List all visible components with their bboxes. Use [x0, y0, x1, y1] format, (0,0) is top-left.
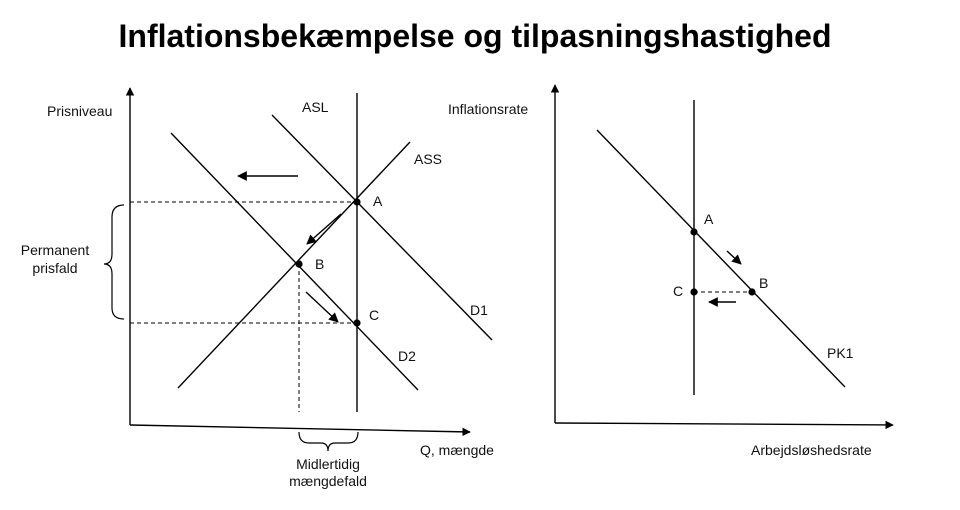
right-y-axis-label: Inflationsrate — [448, 101, 529, 117]
b-to-c-arrow — [306, 292, 338, 322]
right-point-a-dot — [690, 228, 697, 235]
d1-line — [272, 115, 492, 340]
pk1-line — [597, 130, 845, 387]
brace-left-line2: prisfald — [32, 260, 78, 276]
brace-left-line1: Permanent — [20, 242, 90, 258]
point-b-dot — [295, 260, 302, 267]
point-a-label: A — [373, 193, 383, 209]
d2-line — [171, 133, 418, 390]
left-x-axis-label: Q, mængde — [420, 442, 494, 458]
ass-line — [178, 142, 410, 388]
point-c-dot — [353, 319, 360, 326]
right-x-axis-label: Arbejdsløshedsrate — [751, 442, 872, 458]
d2-label: D2 — [398, 348, 416, 364]
point-b-label: B — [315, 256, 325, 272]
left-chart — [21, 88, 494, 489]
right-point-c-dot — [690, 288, 697, 295]
brace-bottom-line2: mængdefald — [289, 473, 367, 489]
right-point-b-label: B — [759, 275, 769, 291]
a-to-b-arrow-right — [727, 251, 741, 264]
permanent-brace — [104, 205, 124, 319]
asl-label: ASL — [302, 99, 329, 115]
right-point-c-label: C — [673, 283, 684, 299]
right-point-b-dot — [748, 288, 755, 295]
pk1-label: PK1 — [827, 345, 854, 361]
brace-bottom-line1: Midlertidig — [296, 456, 360, 472]
point-c-label: C — [369, 307, 380, 323]
temporary-brace — [299, 432, 358, 451]
point-a-dot — [353, 198, 360, 205]
right-x-axis — [555, 423, 893, 425]
right-point-a-label: A — [704, 211, 714, 227]
left-y-axis-label: Prisniveau — [47, 103, 113, 119]
d1-label: D1 — [470, 302, 488, 318]
left-x-axis — [130, 425, 470, 432]
ass-label: ASS — [414, 151, 443, 167]
a-to-b-arrow — [307, 214, 341, 244]
right-chart — [448, 85, 893, 458]
page-title: Inflationsbekæmpelse og tilpasningshastighed — [118, 18, 832, 54]
